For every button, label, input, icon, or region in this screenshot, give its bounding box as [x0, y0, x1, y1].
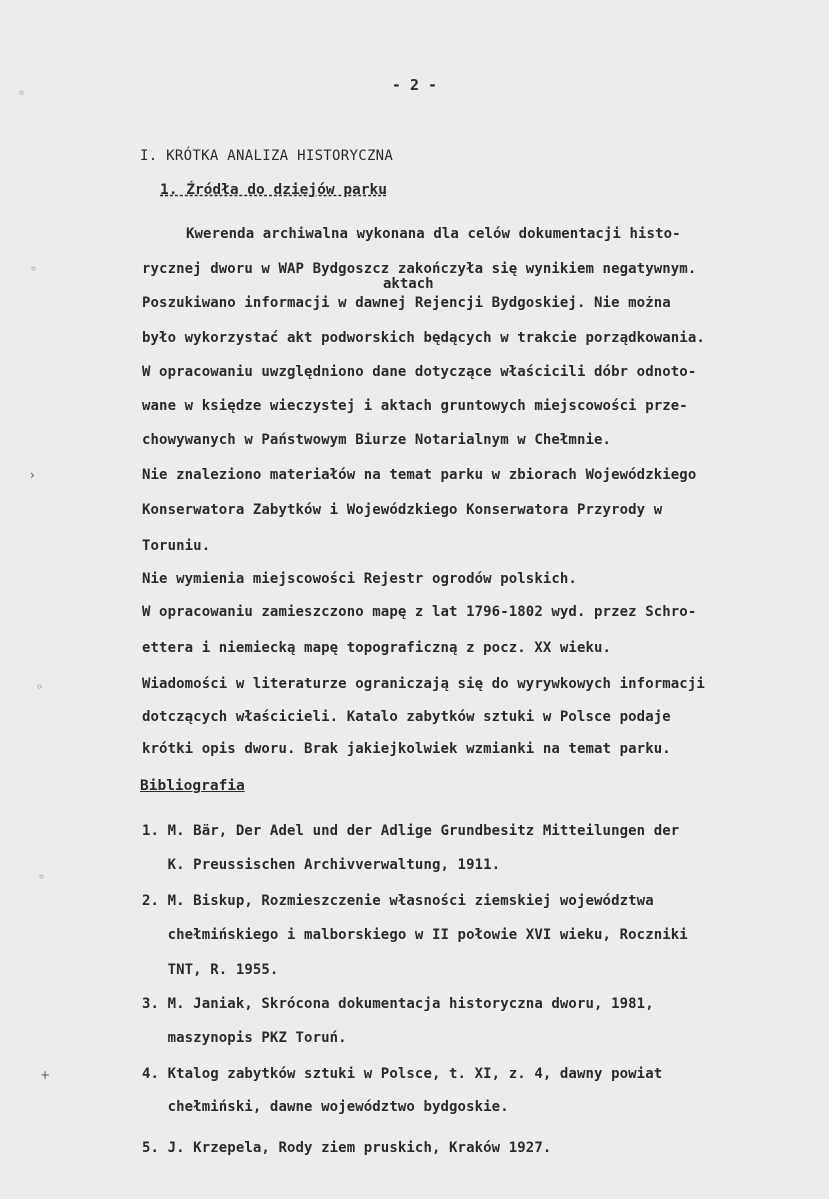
bibliography-line: 4. Ktalog zabytków sztuki w Polsce, t. XI, z. 4, dawny powiat [142, 1066, 663, 1082]
page-number: - 2 - [391, 76, 438, 94]
punch-mark: ◦ [18, 86, 26, 100]
punch-mark: ◦ [36, 680, 44, 694]
paragraph-line: Poszukiwano informacji w dawnej Rejencji Bydgoskiej. Nie można [142, 295, 671, 311]
paragraph-line: wane w księdze wieczystej i aktach gruntowych miejscowości prze- [142, 398, 688, 414]
bibliography-line: 3. M. Janiak, Skrócona dokumentacja historyczna dworu, 1981, [142, 996, 654, 1012]
bibliography-line: TNT, R. 1955. [142, 962, 279, 978]
paragraph-line: Kwerenda archiwalna wykonana dla celów dokumentacji histo- [186, 226, 681, 242]
paragraph-line: Wiadomości w literaturze ograniczają się do wyrywkowych informacji [142, 676, 705, 692]
section-title: I. KRÓTKA ANALIZA HISTORYCZNA [140, 148, 394, 164]
bibliography-title: Bibliografia [140, 778, 245, 794]
bibliography-line: chełmiński, dawne województwo bydgoskie. [142, 1099, 509, 1115]
paragraph-line: Konserwatora Zabytków i Wojewódzkiego Konserwatora Przyrody w [142, 502, 663, 518]
punch-mark: ◦ [38, 870, 46, 884]
paragraph-line: W opracowaniu zamieszczono mapę z lat 1796-1802 wyd. przez Schro- [142, 604, 697, 620]
paragraph-line: krótki opis dworu. Brak jakiejkolwiek wzmianki na temat parku. [142, 741, 671, 757]
paragraph-line: było wykorzystać akt podworskich będących w trakcie porządkowania. [142, 330, 705, 346]
paragraph-line: dotczących właścicieli. Katalo zabytków sztuki w Polsce podaje [142, 709, 671, 725]
punch-mark: ◦ [30, 262, 38, 276]
paragraph-line: chowywanych w Państwowym Biurze Notarialnym w Chełmnie. [142, 432, 612, 448]
bibliography-line: K. Preussischen Archivverwaltung, 1911. [142, 857, 501, 873]
bibliography-line: chełmińskiego i malborskiego w II połowie XVI wieku, Roczniki [142, 927, 688, 943]
paragraph-line: Nie znaleziono materiałów na temat parku w zbiorach Wojewódzkiego [142, 467, 697, 483]
paragraph-line: Toruniu. [142, 538, 211, 554]
bibliography-line: maszynopis PKZ Toruń. [142, 1030, 347, 1046]
bibliography-line: 1. M. Bär, Der Adel und der Adlige Grundbesitz Mitteilungen der [142, 823, 680, 839]
paragraph-line: rycznej dworu w WAP Bydgoszcz zakończyła się wynikiem negatywnym. [142, 261, 697, 277]
bibliography-line: 5. J. Krzepela, Rody ziem pruskich, Kraków 1927. [142, 1140, 552, 1156]
bibliography-line: 2. M. Biskup, Rozmieszczenie własności ziemskiej województwa [142, 893, 654, 909]
paragraph-line: Nie wymienia miejscowości Rejestr ogrodów polskich. [142, 571, 577, 587]
paragraph-line: W opracowaniu uwzględniono dane dotyczące właścicili dóbr odnoto- [142, 364, 697, 380]
subsection-title: 1. Źródła do dziejów parku [160, 182, 387, 198]
punch-mark: › [30, 468, 35, 482]
paragraph-line: ettera i niemiecką mapę topograficzną z pocz. XX wieku. [142, 640, 612, 656]
punch-mark: + [40, 1068, 51, 1082]
handwritten-insert: aktach [383, 276, 434, 292]
